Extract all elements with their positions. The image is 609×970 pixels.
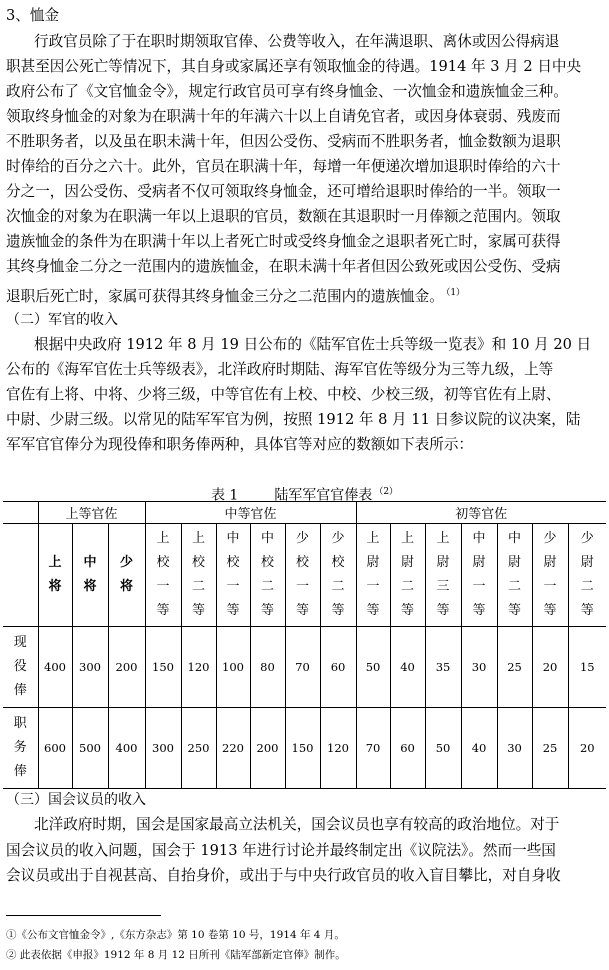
table-cell: 25 [497,627,532,708]
row-label: 现役俸 [13,635,27,698]
group-header: 上等官佐 [38,502,145,524]
rank-header [38,524,72,627]
rank-label: 中校一等 [226,531,240,618]
paragraph-line: 分之一，因公受伤、受病者不仅可领取终身恤金，还可增给退职时俸给的一半。领取一 [6,183,561,200]
table-cell: 50 [356,627,390,708]
paragraph-text: 退职后死亡时，家属可获得其终身恤金三分之二范围内的遗族恤金。 [6,287,444,305]
rank-label: 中尉一等 [472,531,486,618]
rank-label: 少尉一等 [543,531,557,618]
table-cell: 400 [108,708,145,789]
row-label: 职务俸 [13,716,27,779]
paragraph-line: 次恤金的对象为在职满一年以上退职的官员，数额在其退职时一月俸额之范围内。领取 [6,208,561,225]
paragraph-line: 公布的《海军官佐士兵等级表》，北洋政府时期陆、海军官佐等级分为三等九级，上等 [6,361,554,378]
rank-label: 上将 [48,555,62,594]
paragraph-line: 会议员或出于自视甚高、自抬身价，或出于与中央行政官员的收入盲目攀比，对自身收 [6,867,561,884]
group-header: 中等官佐 [145,502,356,524]
rank-label: 上尉二等 [401,531,415,618]
paragraph-line: 行政官员除了于在职时期领取官俸、公费等收入，在年满退职、离休或因公得病退 [34,33,560,50]
table-cell: 70 [285,627,320,708]
corner-cell [3,524,38,627]
paragraph-line [6,283,465,307]
table-cell: 150 [285,708,320,789]
rank-label: 少将 [120,555,134,594]
paragraph-line: 军军官官俸分为现役俸和职务俸两种，具体官等对应的数额如下表所示： [6,436,474,453]
table-cell: 300 [145,708,181,789]
paragraph-line: 领取终身恤金的对象为在职满十年的年满六十以上自请免官者，或因身体衰弱、残废而 [6,108,561,125]
table-cell: 35 [425,627,461,708]
table-cell: 40 [461,708,497,789]
rank-label: 中将 [83,555,97,594]
table-cell: 250 [181,708,216,789]
rank-label: 上尉一等 [366,531,380,618]
table-cell: 25 [532,708,568,789]
rank-header [285,524,320,627]
group-header-row [3,502,606,524]
section-heading-parliament: （三）国会议员的收入 [6,792,146,808]
footnote: ①《公布文官恤金令》,《东方杂志》第 10 卷第 10 号，1914 年 4 月。 [6,929,345,941]
rank-label: 上校一等 [156,531,170,618]
corner-cell [3,502,38,524]
footnote-ref: （2） [374,487,399,497]
rank-header [461,524,497,627]
rank-header [390,524,425,627]
rank-header [108,524,145,627]
table-cell: 500 [72,708,108,789]
row-header [3,708,38,789]
paragraph-line: 北洋政府时期，国会是国家最高立法机关，国会议员也享有较高的政治地位。对于 [34,816,560,833]
rank-header [181,524,216,627]
footnote: ② 此表依据《申报》1912 年 8 月 12 日所刊《陆军部新定官俸》制作。 [6,949,346,961]
table-row [3,627,606,708]
table-cell: 30 [461,627,497,708]
rank-label: 中校二等 [261,531,275,618]
paragraph-line: 根据中央政府 1912 年 8 月 19 日公布的《陆军官佐士兵等级一览表》和 10 月 20 日 [34,336,592,353]
table-cell: 150 [145,627,181,708]
table-cell: 40 [390,627,425,708]
table-cell: 220 [216,708,250,789]
table-cell: 60 [320,627,356,708]
table-cell: 300 [72,627,108,708]
footnote-ref: （1） [445,288,466,298]
table-cell: 20 [532,627,568,708]
rank-header [216,524,250,627]
rank-label: 上校二等 [192,531,206,618]
paragraph-line: 中尉、少尉三级。以常见的陆军军官为例，按照 1912 年 8 月 11 日参议院的议决案，陆 [6,411,581,428]
table-cell: 120 [320,708,356,789]
paragraph-line: 不胜职务者，以及虽在职未满十年，但因公受伤、受病而不胜职务者，恤金数额为退职 [6,133,561,150]
group-header: 初等官佐 [356,502,606,524]
rank-label: 少校二等 [331,531,345,618]
paragraph-line: 政府公布了《文官恤金令》，规定行政官员可享有终身恤金、一次恤金和遗族恤金三种。 [6,83,568,100]
table-cell: 100 [216,627,250,708]
rank-header [425,524,461,627]
table-cell: 120 [181,627,216,708]
rank-header [145,524,181,627]
paragraph-line: 其终身恤金二分之一范围内的遗族恤金，在职未满十年者但因公致死或因公受伤、受病 [6,258,561,275]
rank-header [356,524,390,627]
rank-label: 少校一等 [296,531,310,618]
paragraph-line: 时俸给的百分之六十。此外，官员在职满十年，每增一年便递次增加退职时俸给的六十 [6,158,561,175]
paragraph-line: 国会议员的收入问题，国会于 1913 年进行讨论并最终制定出《议院法》。然而一些国 [6,842,556,859]
rank-label: 上尉三等 [436,531,450,618]
section-heading-pension: 3、恤金 [6,7,60,24]
rank-header [532,524,568,627]
section-heading-military: （二）军官的收入 [6,312,118,328]
rank-header [72,524,108,627]
table-cell: 200 [108,627,145,708]
rank-label: 少尉二等 [580,531,594,618]
salary-table [3,501,606,789]
row-header [3,627,38,708]
table-cell: 200 [250,708,285,789]
table-cell: 600 [38,708,72,789]
rank-header [320,524,356,627]
footnote-divider [6,915,161,916]
table-number: 表 1 [210,487,239,504]
table-cell: 400 [38,627,72,708]
rank-header-row [3,524,606,627]
paragraph-line: 官佐有上将、中将、少将三级，中等官佐有上校、中校、少校三级，初等官佐有上尉、 [6,386,561,403]
table-cell: 70 [356,708,390,789]
table-cell: 15 [568,627,606,708]
rank-header [568,524,606,627]
table-cell: 50 [425,708,461,789]
table-title: 陆军军官官俸表 [274,487,373,504]
table-cell: 80 [250,627,285,708]
rank-label: 中尉二等 [508,531,522,618]
table-row [3,708,606,789]
table-cell: 60 [390,708,425,789]
table-cell: 20 [568,708,606,789]
paragraph-line: 遗族恤金的条件为在职满十年以上者死亡时或受终身恤金之退职者死亡时，家属可获得 [6,233,561,250]
table-cell: 30 [497,708,532,789]
paragraph-line: 职甚至因公死亡等情况下，其自身或家属还享有领取恤金的待遇。1914 年 3 月 2 日中央 [6,58,582,75]
rank-header [250,524,285,627]
rank-header [497,524,532,627]
